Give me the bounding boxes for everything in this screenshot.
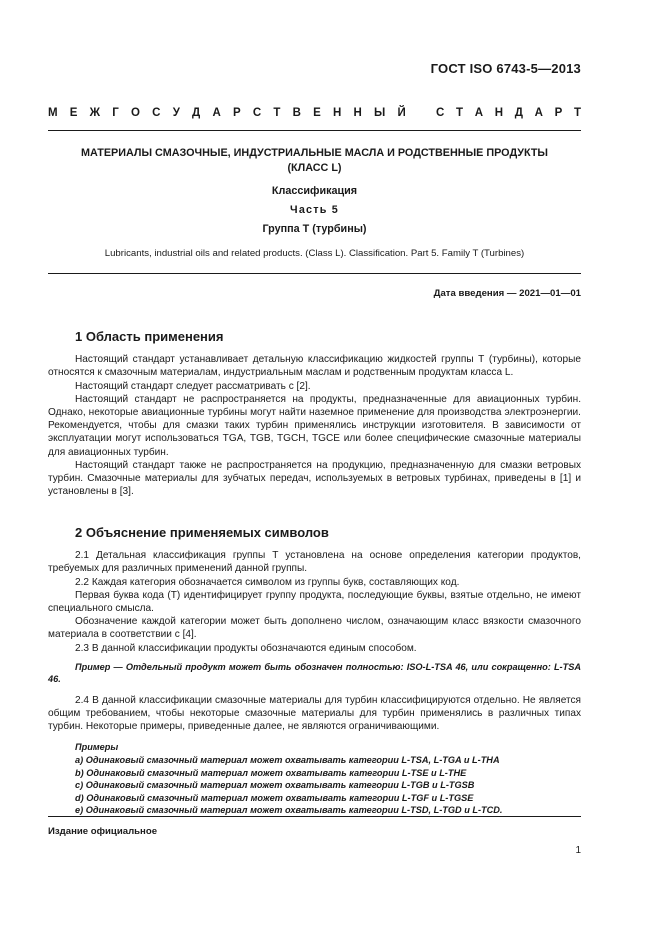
examples-list [48, 741, 581, 817]
banner-word-standard [436, 107, 581, 119]
banner-letter: Е [313, 107, 321, 119]
paragraph: 2.3 В данной классификации продукты обозначаются единым способом. [75, 642, 417, 654]
example-item: а) Одинаковый смазочный материал может охватывать категории L-TSA, L-TGA и L-THA [75, 755, 500, 766]
paragraph: 2.4 В данной классификации смазочные материалы для турбин классифицируются отдельно. Не является общим требованием, чтобы некоторые смазочные материалы для турбин применялись в различных типах турбин. Некоторые примеры, приведенные далее, не являются ограничивающими. [48, 694, 581, 733]
title-divider [48, 273, 581, 274]
banner-letter: М [48, 107, 58, 119]
paragraph: Обозначение каждой категории может быть дополнено числом, означающим класс вязкости смазочного материала в соответствии с [4]. [48, 616, 581, 641]
english-title: Lubricants, industrial oils and related products. (Class L). Classification. Part 5. Family T (Turbines) [104, 248, 525, 259]
official-edition-note: Издание официальное [48, 826, 158, 837]
paragraph: Настоящий стандарт не распространяется на продукты, предназначенные для авиационных турбин. Однако, некоторые авиационные турбины могут найти наземное применение для производства электроэнергии. Рекомендуется, чтобы для смазки таких турбин применялись инструкции изготовителя. В зависимости от эксплуатации могут использоваться TGA, TGB, TGCH, TGCE или более специфические смазочные материалы для авиационных турбин. [48, 393, 581, 458]
banner-letter: А [474, 107, 484, 119]
section-heading: 1 Область применения [75, 329, 224, 344]
banner-letter: Р [232, 107, 241, 119]
page-number: 1 [575, 845, 581, 856]
header-divider [48, 130, 581, 131]
banner-letter: С [252, 107, 262, 119]
banner-letter: Н [353, 107, 362, 119]
banner-letter: Д [192, 107, 201, 119]
section-heading: 2 Объяснение применяемых символов [75, 525, 329, 540]
standard-banner [48, 107, 581, 119]
paragraph: 2.1 Детальная классификация группы Т установлена на основе определения категории продуктов, требуемых для различных применений данной группы. [48, 550, 581, 575]
banner-letter: Т [273, 107, 281, 119]
paragraph: Настоящий стандарт устанавливает детальную классификацию жидкостей группы Т (турбины), которые относятся к смазочным материалам, индустриальным маслам и родственным продуктам класса L. [48, 354, 581, 379]
section-scope [48, 330, 581, 498]
classification-label: Классификация [271, 185, 358, 197]
example-note: Пример — Отдельный продукт может быть обозначен полностью: ISO-L-TSA 46, или сокращенно: L-TSA 46. [48, 661, 581, 685]
banner-letter: Г [112, 107, 119, 119]
banner-letter: О [131, 107, 140, 119]
example-item: с) Одинаковый смазочный материал может охватывать категории L-TGB и L-TGSB [75, 780, 475, 791]
banner-letter: Р [554, 107, 563, 119]
banner-letter: С [152, 107, 161, 119]
banner-letter: С [436, 107, 445, 119]
title-line: (КЛАСС L) [287, 162, 342, 174]
group-label: Группа Т (турбины) [262, 223, 367, 235]
banner-letter: Й [397, 107, 406, 119]
banner-letter: А [534, 107, 543, 119]
banner-letter: В [292, 107, 301, 119]
banner-letter: Т [456, 107, 464, 119]
paragraph: 2.2 Каждая категория обозначается символом из группы букв, составляющих код. [75, 576, 460, 588]
banner-word-interstate [48, 107, 406, 119]
banner-letter: Ж [89, 107, 101, 119]
document-title [48, 146, 581, 176]
banner-letter: Е [69, 107, 78, 119]
banner-letter: Н [494, 107, 504, 119]
paragraph: Настоящий стандарт следует рассматривать с [2]. [75, 380, 311, 392]
title-line: МАТЕРИАЛЫ СМАЗОЧНЫЕ, ИНДУСТРИАЛЬНЫЕ МАСЛА И РОДСТВЕННЫЕ ПРОДУКТЫ [80, 147, 549, 159]
example-item: е) Одинаковый смазочный материал может охватывать категории L-TSD, L-TGD и L-TCD. [75, 805, 503, 816]
paragraph: Настоящий стандарт также не распространяется на продукцию, предназначенную для смазки ветровых турбин. Смазочные материалы для зубчатых передач, используемых в ветровых турбинах, приведены в [1] и установлены в [3]. [48, 459, 581, 498]
banner-letter: Ы [374, 107, 386, 119]
standard-code: ГОСТ ISO 6743-5—2013 [430, 61, 581, 76]
examples-title: Примеры [75, 742, 119, 753]
banner-letter: У [172, 107, 180, 119]
paragraph: Первая буква кода (Т) идентифицирует группу продукта, последующие буквы, взятые отдельно, не имеют специального смысла. [48, 589, 581, 615]
section-symbols [48, 526, 581, 817]
part-label: Часть 5 [290, 204, 339, 216]
banner-letter: Т [573, 107, 581, 119]
banner-letter: Н [332, 107, 342, 119]
banner-letter: Д [514, 107, 523, 119]
introduction-date: Дата введения — 2021—01—01 [433, 288, 581, 299]
footer-divider [48, 816, 581, 817]
example-item: b) Одинаковый смазочный материал может охватывать категории L-TSE и L-THE [75, 767, 467, 778]
banner-letter: А [212, 107, 221, 119]
example-item: d) Одинаковый смазочный материал может охватывать категории L-TGF и L-TGSE [75, 792, 474, 803]
